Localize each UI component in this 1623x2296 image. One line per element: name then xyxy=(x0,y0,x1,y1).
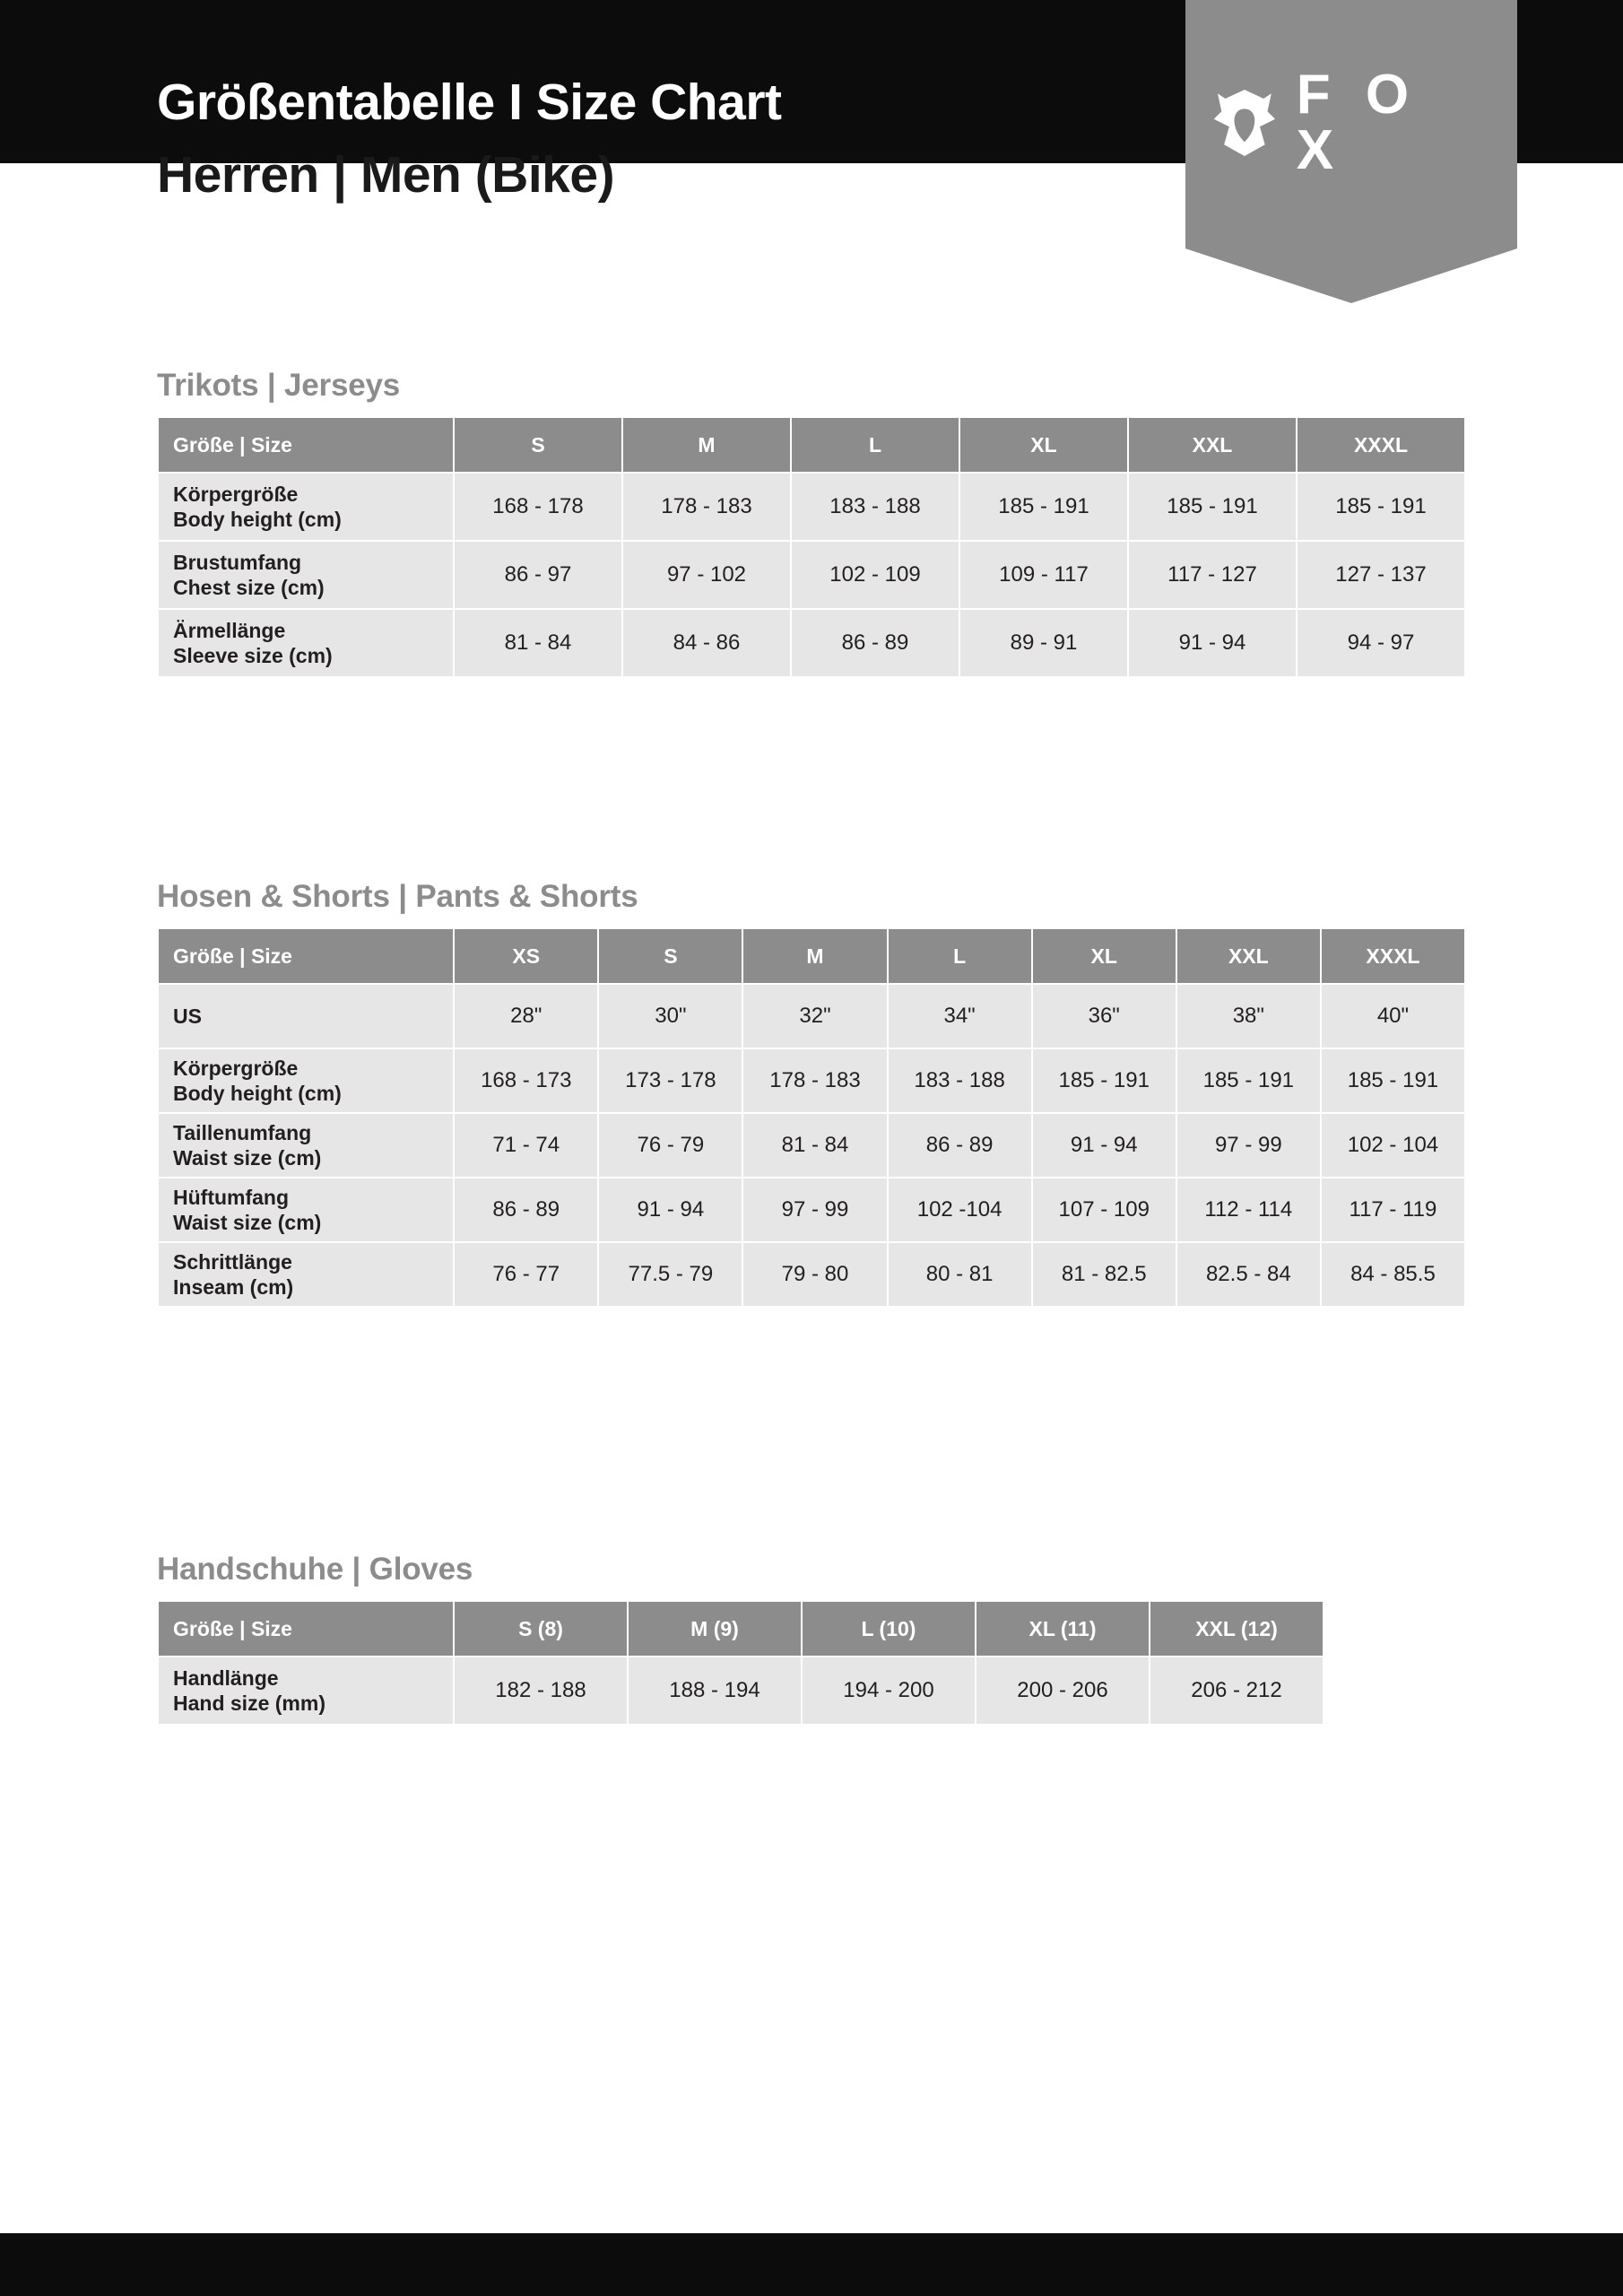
table-cell: 206 - 212 xyxy=(1150,1657,1324,1725)
table-row xyxy=(158,1657,1324,1725)
table-cell: 81 - 84 xyxy=(454,609,622,677)
table-cell: 81 - 84 xyxy=(742,1113,887,1178)
table-cell: 185 - 191 xyxy=(1128,473,1297,541)
page-title xyxy=(157,74,782,204)
page-title-line2: Herren | Men (Bike) xyxy=(157,146,615,204)
table-cell: 34" xyxy=(888,984,1032,1048)
column-header: L (10) xyxy=(802,1601,976,1657)
brand-logo xyxy=(1212,64,1490,181)
column-header: L xyxy=(791,417,959,473)
row-label-en: Sleeve size (cm) xyxy=(173,644,333,667)
row-label-de: Schrittlänge xyxy=(173,1249,292,1274)
table-cell: 107 - 109 xyxy=(1032,1178,1176,1242)
table-cell: 185 - 191 xyxy=(1176,1048,1321,1113)
row-label-de: Handlänge xyxy=(173,1665,279,1690)
table-cell: 77.5 - 79 xyxy=(598,1242,742,1307)
table-cell: 102 - 109 xyxy=(791,541,959,609)
table-cell: 71 - 74 xyxy=(454,1113,598,1178)
row-label-en: Chest size (cm) xyxy=(173,576,325,599)
fox-head-icon xyxy=(1212,90,1277,156)
column-header: Größe | Size xyxy=(158,928,454,984)
column-header: XXL xyxy=(1176,928,1321,984)
section-pants-shorts xyxy=(157,879,1466,1308)
section-title-jerseys: Trikots | Jerseys xyxy=(157,368,401,403)
row-label xyxy=(158,1113,454,1178)
table-cell: 91 - 94 xyxy=(598,1178,742,1242)
table-pants-shorts xyxy=(157,927,1466,1308)
table-cell: 127 - 137 xyxy=(1297,541,1465,609)
table-cell: 185 - 191 xyxy=(1321,1048,1465,1113)
table-cell: 102 - 104 xyxy=(1321,1113,1465,1178)
column-header: M (9) xyxy=(628,1601,802,1657)
table-cell: 183 - 188 xyxy=(888,1048,1032,1113)
table-header-row xyxy=(158,928,1465,984)
footer-band xyxy=(0,2233,1623,2296)
row-label xyxy=(158,541,454,609)
row-label xyxy=(158,473,454,541)
table-row xyxy=(158,1048,1465,1113)
table-cell: 91 - 94 xyxy=(1032,1113,1176,1178)
table-cell: 182 - 188 xyxy=(454,1657,628,1725)
table-cell: 86 - 89 xyxy=(888,1113,1032,1178)
table-cell: 168 - 173 xyxy=(454,1048,598,1113)
table-cell: 200 - 206 xyxy=(976,1657,1150,1725)
column-header: XXXL xyxy=(1321,928,1465,984)
column-header: Größe | Size xyxy=(158,417,454,473)
table-row xyxy=(158,1113,1465,1178)
table-cell: 185 - 191 xyxy=(959,473,1128,541)
table-cell: 86 - 97 xyxy=(454,541,622,609)
table-header-row xyxy=(158,1601,1324,1657)
table-cell: 97 - 102 xyxy=(622,541,791,609)
table-cell: 32" xyxy=(742,984,887,1048)
table-gloves xyxy=(157,1600,1324,1726)
row-label xyxy=(158,609,454,677)
table-cell: 40" xyxy=(1321,984,1465,1048)
row-label-de: Hüftumfang xyxy=(173,1185,290,1209)
column-header: S xyxy=(454,417,622,473)
row-label-de: Körpergröße xyxy=(173,1056,299,1080)
table-cell: 168 - 178 xyxy=(454,473,622,541)
table-cell: 81 - 82.5 xyxy=(1032,1242,1176,1307)
table-row xyxy=(158,1242,1465,1307)
table-cell: 86 - 89 xyxy=(454,1178,598,1242)
table-cell: 97 - 99 xyxy=(1176,1113,1321,1178)
table-cell: 183 - 188 xyxy=(791,473,959,541)
table-row xyxy=(158,1178,1465,1242)
column-header: S (8) xyxy=(454,1601,628,1657)
table-cell: 117 - 127 xyxy=(1128,541,1297,609)
row-label-en: Waist size (cm) xyxy=(173,1211,322,1234)
column-header: XS xyxy=(454,928,598,984)
row-label-de: US xyxy=(173,1004,202,1028)
column-header: XXL xyxy=(1128,417,1297,473)
row-label xyxy=(158,1657,454,1725)
table-cell: 117 - 119 xyxy=(1321,1178,1465,1242)
section-gloves xyxy=(157,1552,1324,1726)
table-cell: 185 - 191 xyxy=(1297,473,1465,541)
table-cell: 30" xyxy=(598,984,742,1048)
row-label-de: Brustumfang xyxy=(173,550,302,574)
row-label-en: Inseam (cm) xyxy=(173,1275,294,1299)
table-row xyxy=(158,541,1465,609)
table-row xyxy=(158,984,1465,1048)
table-cell: 94 - 97 xyxy=(1297,609,1465,677)
table-cell: 89 - 91 xyxy=(959,609,1128,677)
table-row xyxy=(158,473,1465,541)
column-header: L xyxy=(888,928,1032,984)
table-cell: 79 - 80 xyxy=(742,1242,887,1307)
table-cell: 76 - 79 xyxy=(598,1113,742,1178)
row-label-en: Body height (cm) xyxy=(173,508,342,531)
table-cell: 38" xyxy=(1176,984,1321,1048)
row-label-en: Body height (cm) xyxy=(173,1082,342,1105)
column-header: XXL (12) xyxy=(1150,1601,1324,1657)
table-cell: 82.5 - 84 xyxy=(1176,1242,1321,1307)
section-jerseys xyxy=(157,368,1466,678)
row-label xyxy=(158,984,454,1048)
table-jerseys xyxy=(157,416,1466,678)
table-cell: 178 - 183 xyxy=(622,473,791,541)
row-label-en: Hand size (mm) xyxy=(173,1692,325,1715)
column-header: XL xyxy=(1032,928,1176,984)
table-cell: 188 - 194 xyxy=(628,1657,802,1725)
table-cell: 84 - 85.5 xyxy=(1321,1242,1465,1307)
column-header: XL xyxy=(959,417,1128,473)
column-header: Größe | Size xyxy=(158,1601,454,1657)
table-cell: 194 - 200 xyxy=(802,1657,976,1725)
table-cell: 36" xyxy=(1032,984,1176,1048)
row-label-de: Taillenumfang xyxy=(173,1120,312,1144)
row-label-en: Waist size (cm) xyxy=(173,1146,322,1170)
table-cell: 112 - 114 xyxy=(1176,1178,1321,1242)
page-title-line1: Größentabelle I Size Chart xyxy=(157,74,782,131)
table-cell: 173 - 178 xyxy=(598,1048,742,1113)
row-label-de: Körpergröße xyxy=(173,482,299,506)
table-cell: 185 - 191 xyxy=(1032,1048,1176,1113)
row-label-de: Ärmellänge xyxy=(173,618,286,642)
section-title-pants-shorts: Hosen & Shorts | Pants & Shorts xyxy=(157,879,638,914)
row-label xyxy=(158,1178,454,1242)
column-header: M xyxy=(622,417,791,473)
table-cell: 97 - 99 xyxy=(742,1178,887,1242)
column-header: M xyxy=(742,928,887,984)
section-title-gloves: Handschuhe | Gloves xyxy=(157,1552,473,1587)
table-row xyxy=(158,609,1465,677)
row-label xyxy=(158,1242,454,1307)
table-cell: 86 - 89 xyxy=(791,609,959,677)
column-header: XXXL xyxy=(1297,417,1465,473)
column-header: S xyxy=(598,928,742,984)
table-cell: 28" xyxy=(454,984,598,1048)
table-cell: 178 - 183 xyxy=(742,1048,887,1113)
table-cell: 76 - 77 xyxy=(454,1242,598,1307)
column-header: XL (11) xyxy=(976,1601,1150,1657)
table-cell: 84 - 86 xyxy=(622,609,791,677)
table-cell: 91 - 94 xyxy=(1128,609,1297,677)
table-cell: 80 - 81 xyxy=(888,1242,1032,1307)
brand-wordmark: F O X xyxy=(1296,64,1419,181)
table-header-row xyxy=(158,417,1465,473)
table-cell: 109 - 117 xyxy=(959,541,1128,609)
table-cell: 102 -104 xyxy=(888,1178,1032,1242)
row-label xyxy=(158,1048,454,1113)
